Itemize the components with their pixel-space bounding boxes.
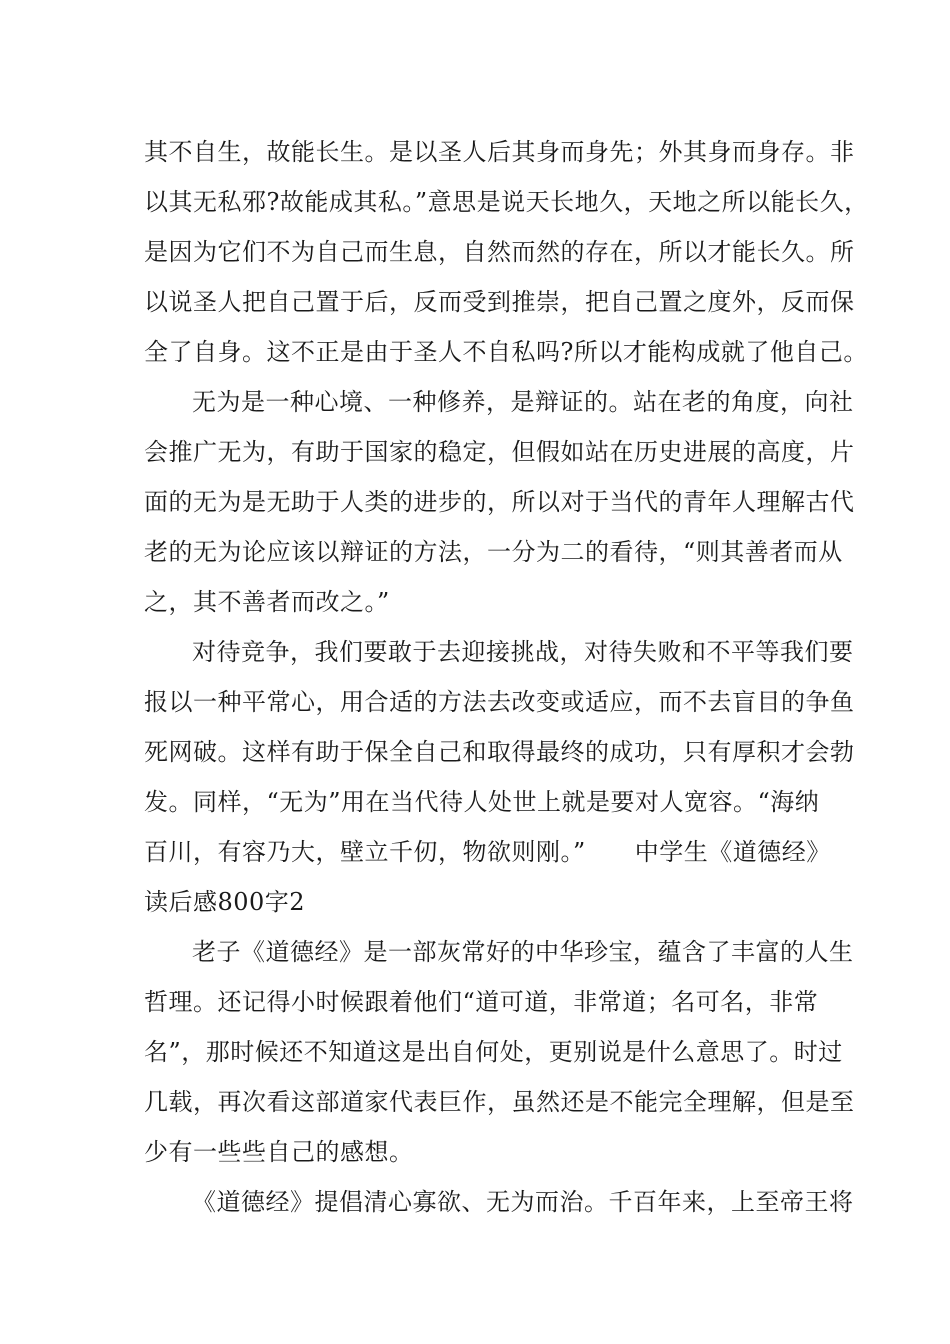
- text-line: 百川，有容乃大，壁立千仞，物欲则刚。” 中学生《道德经》: [144, 838, 831, 866]
- text-line: 名”，那时候还不知道这是出自何处，更别说是什么意思了。时过: [144, 1038, 843, 1066]
- text-line: 少有一些些自己的感想。: [144, 1138, 414, 1166]
- text-line: 老子《道德经》是一部灰常好的中华珍宝，蕴含了丰富的人生: [192, 938, 854, 966]
- text-line: 发。同样，“无为”用在当代待人处世上就是要对人宽容。“海纳: [144, 788, 820, 816]
- text-line: 几载，再次看这部道家代表巨作，虽然还是不能完全理解，但是至: [144, 1088, 855, 1116]
- text-line: 以其无私邪?故能成其私。”意思是说天长地久，天地之所以能长久，: [144, 188, 869, 216]
- text-line: 哲理。还记得小时候跟着他们“道可道，非常道；名可名，非常: [144, 988, 819, 1016]
- text-line: 面的无为是无助于人类的进步的，所以对于当代的青年人理解古代: [144, 488, 855, 516]
- text-line: 全了自身。这不正是由于圣人不自私吗?所以才能构成就了他自己。: [144, 338, 868, 366]
- text-line: 老的无为论应该以辩证的方法，一分为二的看待，“则其善者而从: [144, 538, 843, 566]
- text-line: 对待竞争，我们要敢于去迎接挑战，对待失败和不平等我们要: [192, 638, 854, 666]
- section-heading: 读后感800字2: [144, 888, 306, 916]
- text-line: 报以一种平常心，用合适的方法去改变或适应，而不去盲目的争鱼: [144, 688, 855, 716]
- text-line: 会推广无为，有助于国家的稳定，但假如站在历史进展的高度，片: [144, 438, 855, 466]
- text-line: 无为是一种心境、一种修养，是辩证的。站在老的角度，向社: [192, 388, 854, 416]
- text-line: 之，其不善者而改之。”: [144, 588, 390, 616]
- text-line: 死网破。这样有助于保全自己和取得最终的成功，只有厚积才会勃: [144, 738, 855, 766]
- text-line: 其不自生，故能长生。是以圣人后其身而身先；外其身而身存。非: [144, 138, 855, 166]
- text-line: 是因为它们不为自己而生息，自然而然的存在，所以才能长久。所: [144, 238, 855, 266]
- text-line: 《道德经》提倡清心寡欲、无为而治。千百年来，上至帝王将: [192, 1188, 854, 1216]
- text-line: 以说圣人把自己置于后，反而受到推崇，把自己置之度外，反而保: [144, 288, 855, 316]
